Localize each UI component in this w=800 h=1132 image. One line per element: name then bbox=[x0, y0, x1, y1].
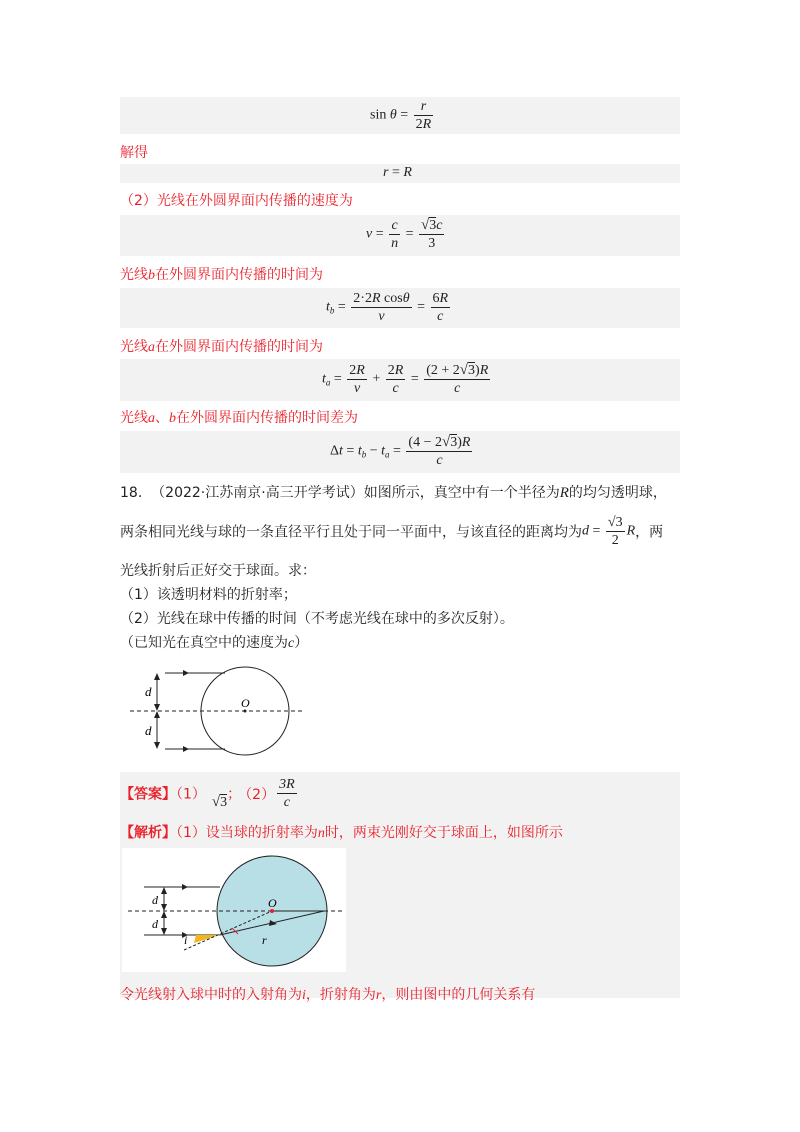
fig1-label-O: O bbox=[241, 696, 250, 710]
q18-sub2: （2）光线在球中传播的时间（不考虑光线在球中的多次反射）。 bbox=[120, 611, 514, 627]
var-b: b bbox=[148, 268, 155, 283]
formula-speed: v = $\frac{c}{n}$ = $\frac{√3c}{3}$ bbox=[366, 217, 443, 251]
q18-frac-num: √3 bbox=[607, 515, 623, 530]
ray-top-arrow bbox=[183, 670, 189, 676]
q18-line1 bbox=[120, 482, 667, 502]
q18-number: 18. bbox=[120, 485, 143, 501]
dim-arrow-3 bbox=[154, 711, 160, 718]
text-time-a-pre: 光线 bbox=[120, 339, 148, 355]
text-time-diff-pre: 光线 bbox=[120, 410, 148, 426]
figure-sphere-problem bbox=[125, 660, 305, 760]
q18-line2-tail: ，两 bbox=[635, 524, 664, 541]
var-a: a bbox=[148, 340, 155, 355]
q18-sub3 bbox=[120, 632, 308, 652]
last-var-i: i bbox=[302, 988, 306, 1003]
analysis-text-pre: （1）设当球的折射率为 bbox=[176, 825, 318, 841]
text-time-diff-rest: 在外圆界面内传播的时间差为 bbox=[176, 410, 358, 426]
fig2-label-d-bottom: d bbox=[152, 917, 158, 931]
q18-sub1: （1）该透明材料的折射率； bbox=[120, 587, 297, 603]
fig2-label-O: O bbox=[268, 896, 277, 910]
q18-source: （2022·江苏南京·高三开学考试）如图所示，真空中有一个半径为 bbox=[151, 485, 560, 501]
q18-line2 bbox=[120, 514, 663, 549]
last-line-post: ，则由图中的几何关系有 bbox=[381, 987, 536, 1003]
answer-sqrt3-val: 3 bbox=[220, 794, 228, 810]
last-line bbox=[120, 984, 535, 1004]
q18-var-c: c bbox=[288, 636, 295, 651]
text-time-b-rest: 在外圆界面内传播的时间为 bbox=[155, 267, 323, 283]
last-line-pre: 令光线射入球中时的入射角为 bbox=[120, 987, 302, 1003]
answer-frac bbox=[277, 776, 297, 811]
formula-time-a: $t_a$ = $\frac{2R}{v}$ + $\frac{2R}{c}$ = $\frac{(2 + 2√3)R}{c}$ bbox=[322, 362, 489, 396]
q18-line2-text: 两条相同光线与球的一条直径平行且处于同一平面中，与该直径的距离均为 bbox=[120, 524, 582, 541]
q18-sub3-post: ） bbox=[294, 635, 309, 651]
q18-frac-den: 2 bbox=[611, 533, 619, 548]
var-b2: b bbox=[169, 411, 176, 426]
text-time-diff bbox=[120, 407, 358, 427]
answer-line bbox=[120, 776, 299, 811]
q18-var-R2: R bbox=[626, 523, 636, 539]
dim-arrow-2 bbox=[154, 704, 160, 711]
q18-sub3-pre: （已知光在真空中的速度为 bbox=[120, 635, 288, 651]
formula-time-b: $t_b$ = $\frac{\text{2·2R cosθ}}{v}$ = $\frac{6R}{c}$ bbox=[326, 291, 449, 324]
answer-p1: （1） bbox=[176, 786, 206, 803]
text-time-b bbox=[120, 264, 323, 284]
last-line-mid: ，折射角为 bbox=[305, 987, 376, 1003]
ray-bottom-arrow bbox=[183, 746, 189, 752]
formula-time-diff: $\Delta t = t_b - t_a$ = $\frac{(4 - 2√3)R}{c}$ bbox=[330, 434, 471, 468]
q18-var-R: R bbox=[559, 485, 569, 501]
dim-arrow-1 bbox=[154, 673, 160, 680]
fig2-label-r: r bbox=[262, 933, 267, 947]
analysis-var-n: n bbox=[317, 826, 325, 841]
text-time-a-rest: 在外圆界面内传播的时间为 bbox=[155, 339, 323, 355]
text-time-diff-sep: 、 bbox=[155, 410, 169, 426]
formula-r-equals-R: r = R bbox=[383, 165, 412, 180]
text-time-b-pre: 光线 bbox=[120, 267, 148, 283]
analysis-tag: 【解析】 bbox=[120, 825, 176, 841]
answer-p2: （2） bbox=[245, 786, 276, 803]
answer-frac-num: 3R bbox=[279, 777, 295, 792]
dim-arrow-4 bbox=[154, 742, 160, 749]
text-part2-speed: （2）光线在外圆界面内传播的速度为 bbox=[120, 193, 353, 209]
fig2-label-d-top: d bbox=[152, 893, 158, 907]
figure-sphere-solution bbox=[122, 848, 346, 972]
analysis-text-post: 时，两束光刚好交于球面上，如图所示 bbox=[324, 825, 563, 841]
fig1-label-d-bottom: d bbox=[145, 723, 152, 738]
fig1-label-d-top: d bbox=[145, 684, 152, 699]
text-time-a bbox=[120, 336, 323, 356]
answer-sqrt3: √3 bbox=[211, 793, 228, 810]
q18-line3: 光线折射后正好交于球面。求： bbox=[120, 563, 316, 579]
answer-frac-den: c bbox=[283, 795, 290, 810]
text-jiede: 解得 bbox=[120, 145, 148, 161]
fig2-label-i: i bbox=[184, 933, 188, 947]
formula-sin-theta: sin θ = $\frac{r}{2R}$ bbox=[370, 99, 432, 132]
answer-sep: ； bbox=[227, 786, 242, 803]
answer-tag: 【答案】 bbox=[120, 786, 176, 803]
q18-line1-tail: 的均匀透明球， bbox=[568, 485, 667, 501]
q18-var-d: d bbox=[582, 523, 589, 539]
analysis-line bbox=[120, 822, 563, 842]
q18-frac bbox=[606, 514, 625, 549]
q18-eq: = bbox=[592, 523, 601, 539]
var-a2: a bbox=[148, 411, 155, 426]
last-var-r: r bbox=[375, 988, 382, 1003]
